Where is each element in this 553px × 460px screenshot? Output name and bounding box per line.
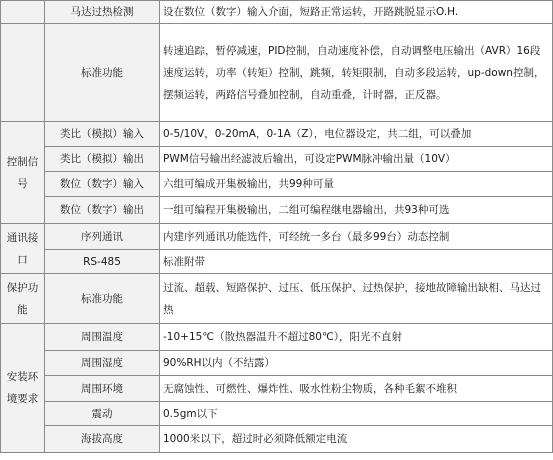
value-ambient-humidity: 90%RH以内（不结露） <box>160 351 553 376</box>
label-surroundings: 周围环境 <box>45 376 160 402</box>
label-analog-input: 类比（模拟）输入 <box>45 122 160 147</box>
row-analog-output <box>1 147 553 172</box>
value-ambient-temp: -10+15℃（散热器温升不超过80℃），阳光不直射 <box>160 324 553 351</box>
value-analog-output: PWM信号输出经滤波后输出，可设定PWM脉冲输出量（10V） <box>160 147 553 172</box>
value-digital-output: 一组可编程开集极输出，二组可编程继电器输出，共93种可选 <box>160 197 553 224</box>
row-altitude <box>1 426 553 453</box>
value-surroundings: 无腐蚀性、可燃性、爆炸性、吸水性粉尘物质，各种毛絮不堆积 <box>160 376 553 402</box>
row-ambient-temp <box>1 324 553 351</box>
value-analog-input: 0-5/10V，0-20mA，0-1A（Z），电位器设定，共二组，可以叠加 <box>160 122 553 147</box>
label-ambient-temp: 周围温度 <box>45 324 160 351</box>
label-digital-output: 数位（数字）输出 <box>45 197 160 224</box>
category-comm-interface: 通讯接口 <box>1 224 45 274</box>
label-motor-overheat: 马达过热检测 <box>45 1 160 24</box>
category-control-signal: 控制信号 <box>1 122 45 224</box>
label-analog-output: 类比（模拟）输出 <box>45 147 160 172</box>
row-rs485 <box>1 250 553 274</box>
row-digital-output <box>1 197 553 224</box>
label-serial-comm: 序列通讯 <box>45 224 160 250</box>
label-rs485: RS-485 <box>45 250 160 274</box>
row-analog-input <box>1 122 553 147</box>
label-vibration: 震动 <box>45 402 160 426</box>
label-altitude: 海拔高度 <box>45 426 160 453</box>
category-protection: 保护功能 <box>1 274 45 324</box>
row-surroundings <box>1 376 553 402</box>
label-standard-functions: 标准功能 <box>45 24 160 122</box>
value-standard-functions: 转速追踪，暂停减速，PID控制，自动速度补偿，自动调整电压输出（AVR）16段速度运转，功率（转矩）控制，跳频，转矩限制，自动多段运转，up-down控制，摆频运转，两路信号叠加控制，自动重叠，计时器，正反器。 <box>160 24 553 122</box>
row-protection-standard <box>1 274 553 324</box>
label-protection-standard: 标准功能 <box>45 274 160 324</box>
row-motor-overheat <box>1 1 553 24</box>
value-protection-standard: 过流、超载、短路保护、过压、低压保护、过热保护，接地故障输出缺相、马达过热 <box>160 274 553 324</box>
row-serial-comm <box>1 224 553 250</box>
value-altitude: 1000米以下，超过时必须降低额定电流 <box>160 426 553 453</box>
value-digital-input: 六组可编成开集极输出，共99种可量 <box>160 172 553 197</box>
row-standard-functions <box>1 24 553 122</box>
value-serial-comm: 内建序列通讯功能选件，可经统一多台（最多99台）动态控制 <box>160 224 553 250</box>
value-motor-overheat: 设在数位（数字）输入介面，短路正常运转，开路跳脱显示O.H. <box>160 1 553 24</box>
category-cell-empty <box>1 24 45 122</box>
category-install-env: 安装环境要求 <box>1 324 45 453</box>
row-vibration <box>1 402 553 426</box>
row-digital-input <box>1 172 553 197</box>
value-rs485: 标准附带 <box>160 250 553 274</box>
row-ambient-humidity <box>1 351 553 376</box>
label-ambient-humidity: 周围湿度 <box>45 351 160 376</box>
label-digital-input: 数位（数字）输入 <box>45 172 160 197</box>
category-cell-empty <box>1 1 45 24</box>
value-vibration: 0.5gm以下 <box>160 402 553 426</box>
